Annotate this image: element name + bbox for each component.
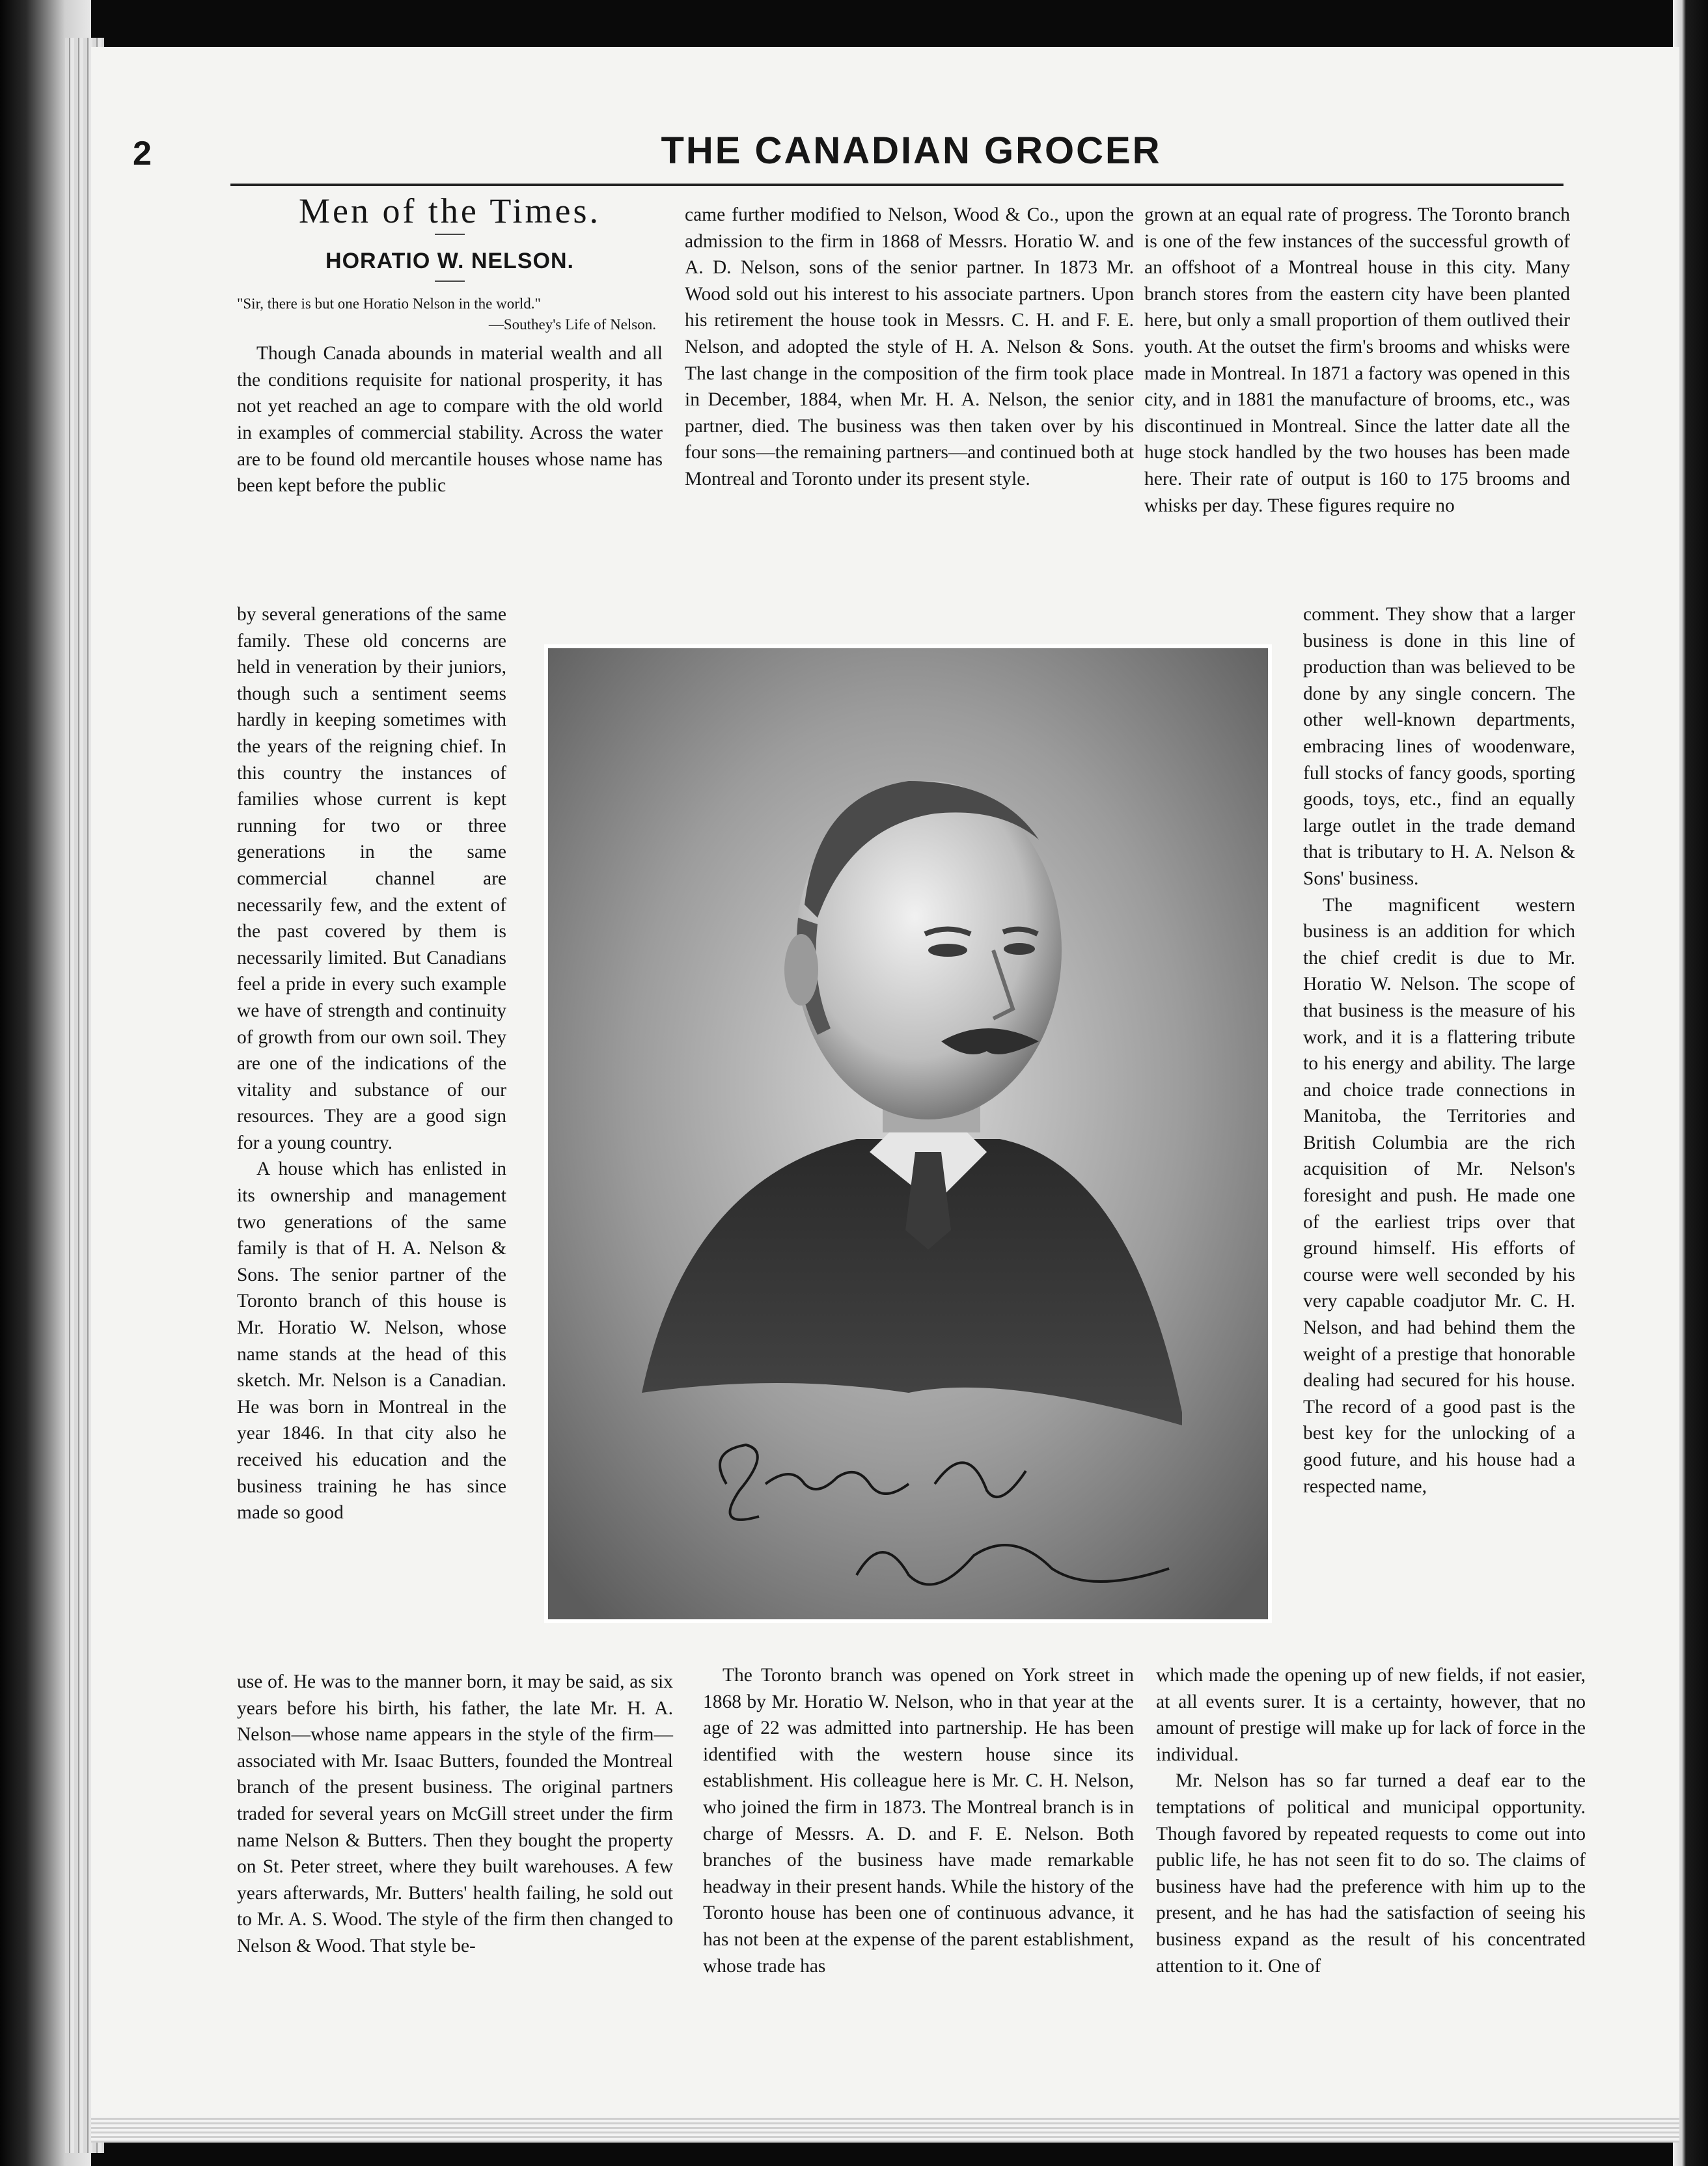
paragraph: by several generations of the same family. These old concerns are held in veneration by their juniors, though such a sentiment seems hardly in keeping sometimes with the years of the reigning chief. In this country the instances of families whose current is kept running for two or three generations in the same commercial channel are necessarily few, and the extent of the past covered by them is necessarily limited. But Canadians feel a pride in every such example we have of strength and continuity of growth from our own soil. They are one of the indications of the vitality and substance of our resources. They are a good sign for a young country. bbox=[237, 604, 506, 1153]
paragraph: A house which has enlisted in its ownership and management two generations of the same family is that of H. A. Nelson & Sons. The senior partner of the Toronto branch of this house is Mr. Horatio W. Nelson, whose name stands at the head of this sketch. Mr. Nelson is a Canadian. He was born in Montreal in the year 1846. In that city also he received his education and the business training he has since made so good bbox=[237, 1158, 506, 1524]
article-headline: HORATIO W. NELSON. bbox=[325, 248, 574, 273]
portrait-image bbox=[544, 644, 1272, 1623]
epigraph-attribution: —Southey's Life of Nelson. bbox=[488, 316, 656, 333]
paragraph: grown at an equal rate of progress. The Toronto branch is one of the few instances of the successful growth of an offshoot of a Montreal house in this city. Many branch stores from the eastern city have been planted here, but only a small proportion of them outlived their youth. At the outset the firm's brooms and whisks were made in Montreal. In 1871 a factory was opened in this city, and in 1881 the manufacture of brooms, etc., was discontinued in Montreal. Since the latter date all the huge stock handled by the two houses has been made here. Their rate of output is 160 to 175 brooms and whisks per day. These figures require no bbox=[1144, 204, 1570, 516]
paragraph: use of. He was to the manner born, it may be said, as six years before his birth, his father, the late Mr. H. A. Nelson—whose name appears in the style of the firm—associated with Mr. Isaac Butters, founded the Montreal branch of the present business. The original partners traded for several years on McGill street under the firm name Nelson & Butters. Then they bought the property on St. Peter street, where they built warehouses. A few years afterwards, Mr. Butters' health failing, he sold out to Mr. A. S. Wood. The style of the firm then changed to Nelson & Wood. That style be- bbox=[237, 1671, 673, 1956]
column-1-top bbox=[237, 191, 663, 499]
divider bbox=[435, 281, 465, 282]
divider bbox=[435, 234, 465, 235]
masthead-title: THE CANADIAN GROCER bbox=[661, 130, 1162, 172]
section-title: Men of the Times. bbox=[298, 191, 601, 230]
paragraph: Though Canada abounds in material wealth and all the conditions requisite for national prosperity, it has not yet reached an age to compare with the old world in examples of commercial stability. Across the water are to be found old mercantile houses whose name has been kept before the public bbox=[237, 343, 663, 497]
column-2-top bbox=[685, 202, 1134, 493]
paragraph: The magnificent western business is an addition for which the chief credit is due to Mr. Horatio W. Nelson. The scope of that business is the measure of his work, and it is a flattering tribute to his energy and ability. The large and choice trade connections in Manitoba, the Territories and British Columbia are the rich acquisition of Mr. Nelson's foresight and push. He made one of the earliest trips over that ground himself. His efforts of course were well seconded by his very capable coadjutor Mr. C. H. Nelson, and had behind them the weight of a prestige that honorable dealing had secured for his house. The record of a good past is the best key for the unlocking of a good future, and his house had a respected name, bbox=[1303, 894, 1575, 1497]
column-3-top bbox=[1144, 202, 1570, 519]
column-1-bottom bbox=[237, 1669, 673, 1960]
paragraph: came further modified to Nelson, Wood & Co., upon the admission to the firm in 1868 of Messrs. Horatio W. and A. D. Nelson, sons of the senior partner. In 1873 Mr. Wood sold out his interest to his associate partners. Upon his retirement the house took in Messrs. C. H. and F. E. Nelson, and adopted the style of H. A. Nelson & Sons. The last change in the composition of the firm took place in December, 1884, when Mr. H. A. Nelson, the senior partner, died. The business was then taken over by his four sons—the remaining partners—and continued both at Montreal and Toronto under its present style. bbox=[685, 204, 1134, 489]
epigraph bbox=[237, 294, 663, 335]
column-2-bottom bbox=[703, 1662, 1134, 1979]
column-3-bottom bbox=[1156, 1662, 1586, 1979]
paragraph: which made the opening up of new fields, if not easier, at all events surer. It is a certainty, however, that no amount of prestige will make up for lack of force in the individual. bbox=[1156, 1665, 1586, 1765]
paragraph: The Toronto branch was opened on York street in 1868 by Mr. Horatio W. Nelson, who in that year at the age of 22 was admitted into partnership. He has been identified with the western house since its establishment. His colleague here is Mr. C. H. Nelson, who joined the firm in 1873. The Montreal branch is in charge of Messrs. A. D. and F. E. Nelson. Both branches of the business have made remarkable headway in their present hands. While the history of the Toronto house has been one of continuous advance, it has not been at the expense of the parent establishment, whose trade has bbox=[703, 1665, 1134, 1977]
header-rule bbox=[230, 184, 1563, 186]
portrait-photograph bbox=[544, 644, 1272, 1623]
paragraph: Mr. Nelson has so far turned a deaf ear to the temptations of political and municipal opportunity. Though favored by repeated requests to come out into public life, he has not seen fit to do so. The claims of business have had the preference with him up to the present, and he has had the satisfaction of seeing his business expand as the result of his concentrated attention to it. One of bbox=[1156, 1770, 1586, 1977]
page-number: 2 bbox=[133, 135, 152, 172]
epigraph-quote: "Sir, there is but one Horatio Nelson in the world." bbox=[237, 295, 541, 312]
paragraph: comment. They show that a larger business is done in this line of production than was believed to be done by any single concern. The other well-known departments, embracing lines of woodenware, full stocks of fancy goods, sporting goods, toys, etc., find an equally large outlet in the trade demand that is tributary to H. A. Nelson & Sons' business. bbox=[1303, 604, 1575, 889]
column-1-narrow bbox=[237, 601, 506, 1526]
column-3-narrow bbox=[1303, 601, 1575, 1500]
